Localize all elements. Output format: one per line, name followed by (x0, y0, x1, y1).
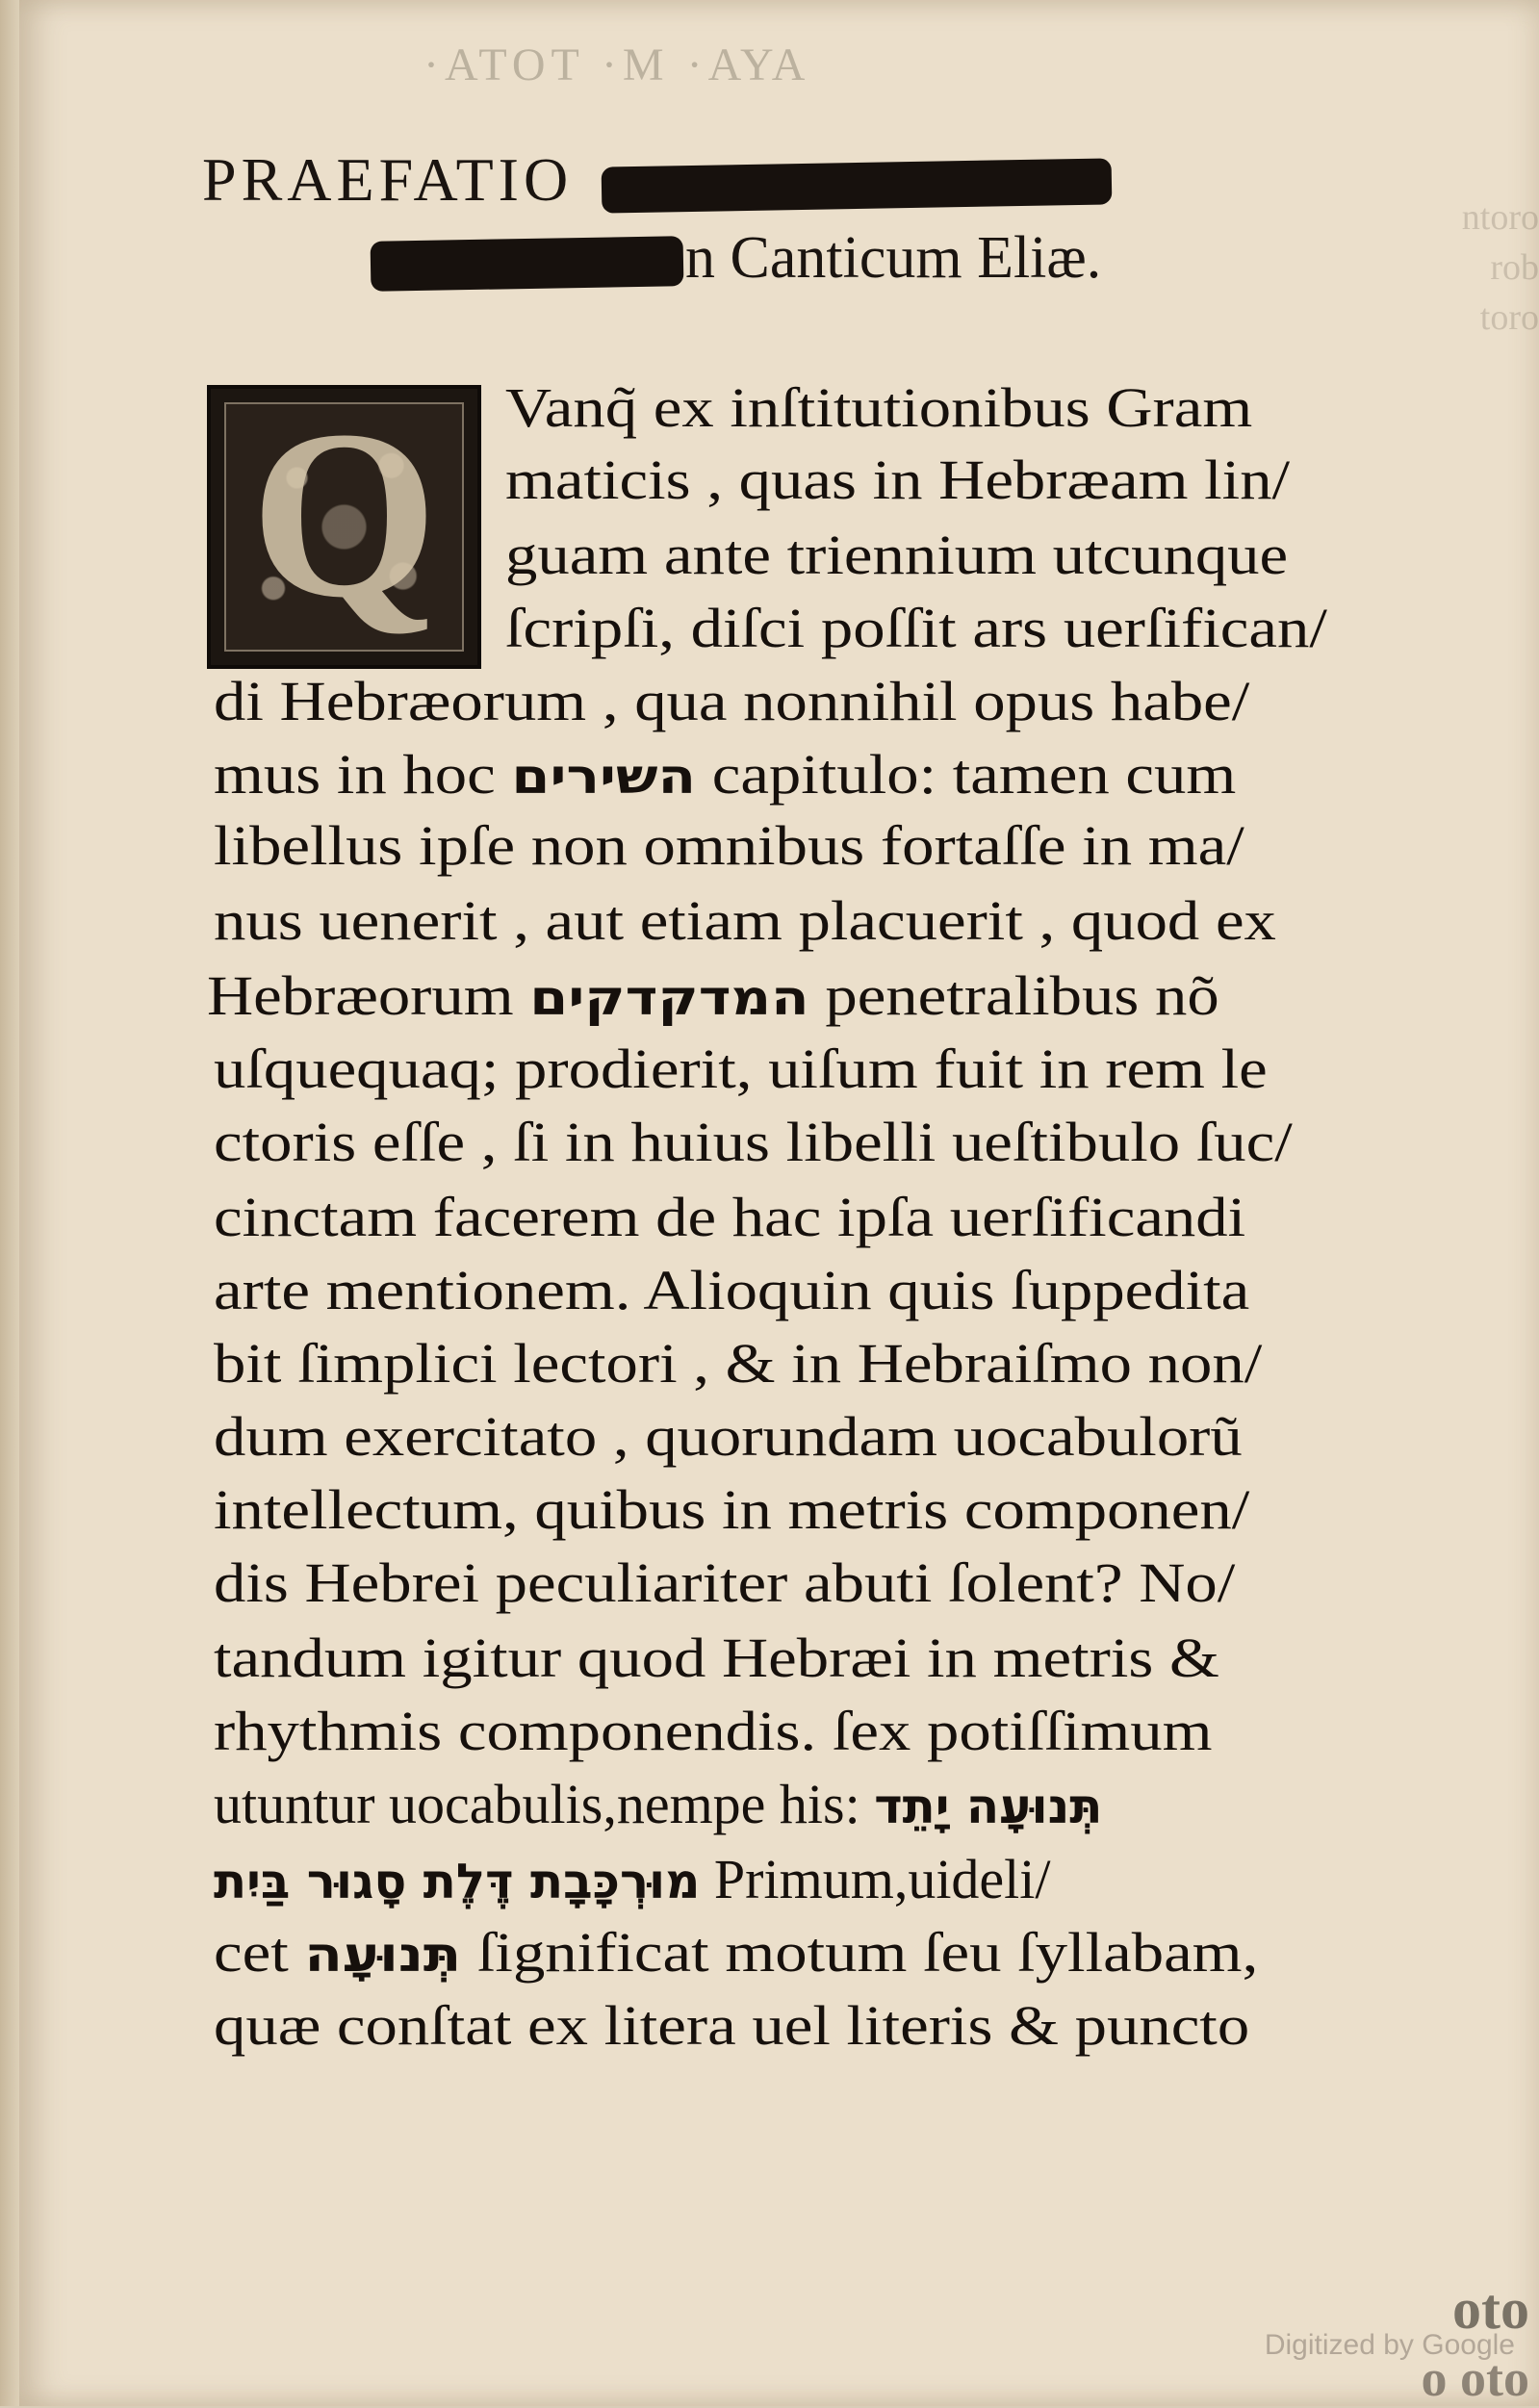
text-line (505, 524, 1289, 586)
text-line (214, 1921, 1259, 1984)
text-line (505, 448, 1291, 511)
hebrew-text: מוּרְכָּבָת דֶּלֶת סָגוּר בַּיִת (214, 1854, 701, 1909)
text-line (214, 1994, 1250, 2057)
page-title (202, 144, 1112, 216)
latin-text: bit ſimplici lectori , & in Hebraiſmo non/ (214, 1332, 1263, 1395)
bleed-through-top: ·ΑΤΟΤ ·Μ ·ΑΥΑ (423, 39, 811, 90)
latin-text: rhythmis componendis. ſex potiſſimum (214, 1700, 1213, 1762)
hebrew-text: השירים (511, 749, 697, 805)
hebrew-text: המדקדקים (529, 970, 809, 1026)
redaction-mark (602, 159, 1113, 214)
subtitle-text: n Canticum Eliæ. (685, 225, 1102, 291)
digitization-watermark: Digitized by Google (1264, 2329, 1515, 2361)
latin-text: di Hebræorum , qua nonnihil opus habe/ (214, 670, 1250, 732)
text-line (214, 1405, 1243, 1468)
text-line (505, 376, 1253, 439)
text-line (214, 1259, 1250, 1321)
latin-text: ctoris eſſe , ſi in huius libelli ueſtibulo ſuc/ (214, 1111, 1293, 1173)
hebrew-text: תְּנוּעָה (304, 1927, 462, 1983)
latin-text: maticis , quas in Hebræam lin/ (505, 448, 1291, 511)
bleed-through-line: rob (1490, 247, 1539, 288)
text-line (214, 1700, 1213, 1762)
latin-text: dum exercitato , quorundam uocabulorũ (214, 1405, 1243, 1468)
latin-text: guam ante triennium utcunque (505, 524, 1289, 586)
text-line (207, 964, 1219, 1027)
latin-text: Vanq̃ ex inſtitutionibus Gram (505, 376, 1253, 439)
latin-text: mus in hoc (214, 743, 512, 806)
latin-text: cet (214, 1921, 305, 1984)
text-line (505, 597, 1327, 659)
text-line (214, 889, 1276, 952)
latin-text: ſcripſi, diſci poſſit ars uerſifican/ (505, 597, 1327, 659)
latin-text: dis Hebrei peculiariter abuti ſolent? No/ (214, 1551, 1236, 1614)
text-line (214, 1111, 1293, 1173)
text-line (214, 1186, 1246, 1248)
latin-text: uſquequaq; prodierit, uiſum fuit in rem le (214, 1037, 1268, 1100)
latin-text: libellus ipſe non omnibus fortaſſe in ma/ (214, 814, 1244, 877)
latin-text: arte mentionem. Alioquin quis ſuppedita (214, 1259, 1250, 1321)
text-line (214, 743, 1237, 806)
initial-letter: Q (250, 385, 438, 648)
page-left-edge (0, 0, 19, 2406)
latin-text: tandum igitur quod Hebræi in metris & (214, 1627, 1219, 1689)
text-line (214, 1332, 1263, 1395)
redaction-mark (371, 236, 684, 292)
text-line (214, 1551, 1236, 1614)
latin-text: ſignificat motum ſeu ſyllabam, (461, 1921, 1259, 1984)
hebrew-text: תְּנוּעָה יָתֵד (874, 1779, 1103, 1834)
text-line (214, 814, 1244, 877)
latin-text: cinctam facerem de hac ipſa uerſificandi (214, 1186, 1246, 1248)
text-line (214, 1037, 1268, 1100)
latin-text: penetralibus nõ (808, 964, 1219, 1027)
title-text: PRAEFATIO (202, 145, 574, 214)
latin-text: quæ conſtat ex litera uel literis & puncto (214, 1994, 1250, 2057)
latin-text: capitulo: tamen cum (696, 743, 1237, 806)
page-subtitle (371, 224, 1101, 293)
bleed-through-line: ntoro (1461, 197, 1539, 238)
decorated-initial (207, 385, 481, 669)
bleed-through-line: toro (1479, 297, 1539, 338)
latin-text: Primum,uideli/ (700, 1848, 1051, 1910)
bleed-through-right (1414, 192, 1539, 343)
text-line (214, 1773, 1103, 1835)
latin-text: utuntur uocabulis,nempe his: (214, 1773, 875, 1835)
text-line (214, 1627, 1219, 1689)
latin-text: Hebræorum (207, 964, 530, 1027)
footer-mark: oto (1452, 2277, 1529, 2341)
text-line (214, 1478, 1250, 1541)
text-line (214, 670, 1250, 732)
latin-text: nus uenerit , aut etiam placuerit , quod ex (214, 889, 1276, 952)
text-line (214, 1848, 1051, 1910)
footer-mark: o oto (1421, 2349, 1529, 2407)
latin-text: intellectum, quibus in metris componen/ (214, 1478, 1250, 1541)
